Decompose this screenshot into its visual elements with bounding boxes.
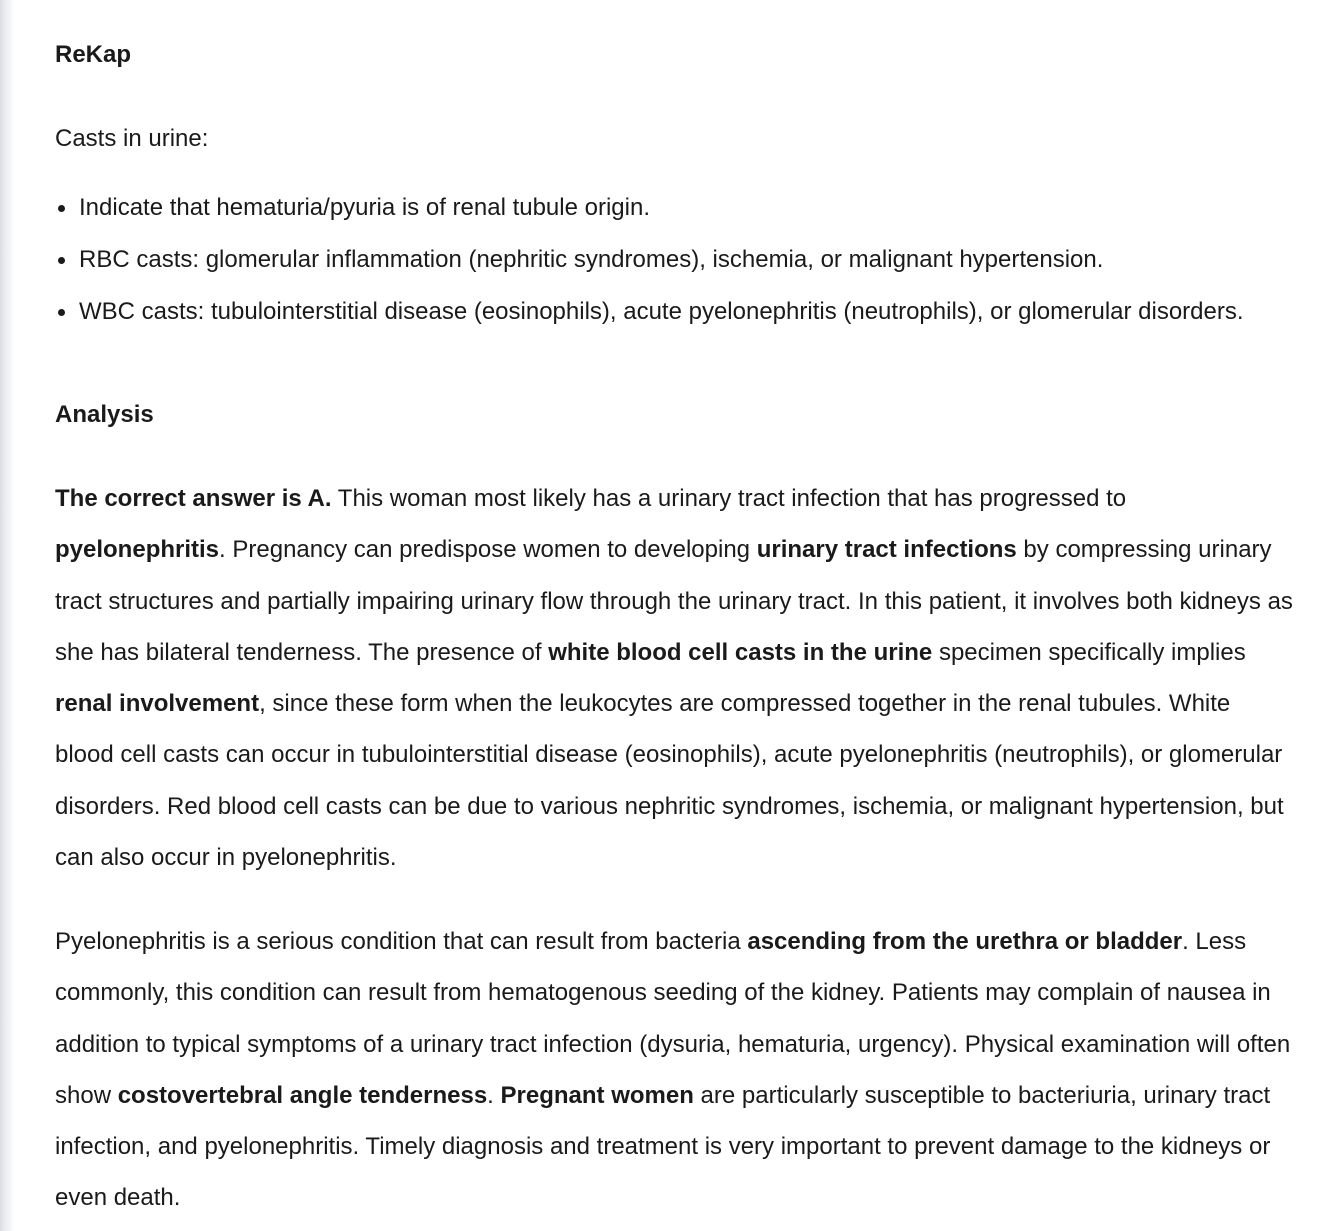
bold-term: Pregnant women <box>500 1081 694 1109</box>
paragraph-text: . <box>487 1081 501 1109</box>
rekap-bullet-list <box>55 190 1255 346</box>
bold-term: urinary tract infections <box>756 536 1017 564</box>
bold-term: white blood cell casts in the urine <box>548 638 933 666</box>
bold-term: ascending from the urethra or bladder <box>747 928 1183 955</box>
bold-term: costovertebral angle tenderness <box>117 1081 488 1109</box>
correct-answer-statement: The correct answer is A. <box>55 485 332 512</box>
paragraph-text: This woman most likely has a urinary tract infection that has progressed to <box>331 485 1127 512</box>
bold-term: renal involvement <box>55 690 260 718</box>
paragraph-text: Pyelonephritis is a serious condition that can result from bacteria <box>55 928 748 955</box>
rekap-heading: ReKap <box>55 41 132 68</box>
rekap-bullet-item: RBC casts: glomerular inflammation (nephritic syndromes), ischemia, or malignant hypertension. <box>55 242 1255 278</box>
rekap-intro: Casts in urine: <box>55 125 209 152</box>
paragraph-text: . Less commonly, this condition can result from hematogenous seeding of the kidney. Patients may complain of nausea in addition to typical symptoms of a urinary tract infection (dysuria, hematuria, urgency). Physical examination will often show <box>55 928 1291 1109</box>
rekap-bullet-item: Indicate that hematuria/pyuria is of renal tubule origin. <box>55 190 1255 226</box>
window-left-edge <box>0 0 14 1231</box>
analysis-paragraph-1 <box>55 473 1295 883</box>
analysis-paragraph-2 <box>55 916 1295 1224</box>
paragraph-text: specimen specifically implies <box>932 638 1246 666</box>
analysis-heading: Analysis <box>55 401 154 428</box>
rekap-bullet-item: WBC casts: tubulointerstitial disease (eosinophils), acute pyelonephritis (neutrophils), or glomerular disorders. <box>55 294 1255 330</box>
paragraph-text: , since these form when the leukocytes are compressed together in the renal tubules. White blood cell casts can occur in tubulointerstitial disease (eosinophils), acute pyelonephritis (neutrophils), or glomerular disorders. Red blood cell casts can be due to various nephritic syndromes, ischemia, or malignant hypertension, but can also occur in pyelonephritis. <box>55 690 1284 872</box>
bold-term: pyelonephritis <box>55 536 220 564</box>
paragraph-text: by compressing urinary tract structures and partially impairing urinary flow through the urinary tract. In this patient, it involves both kidneys as she has bilateral tenderness. The presence of <box>55 536 1293 666</box>
paragraph-text: . Pregnancy can predispose women to developing <box>219 536 757 564</box>
paragraph-text: are particularly susceptible to bacteriuria, urinary tract infection, and pyelonephritis. Timely diagnosis and treatment is very important to prevent damage to the kidneys or even death. <box>55 1081 1271 1212</box>
